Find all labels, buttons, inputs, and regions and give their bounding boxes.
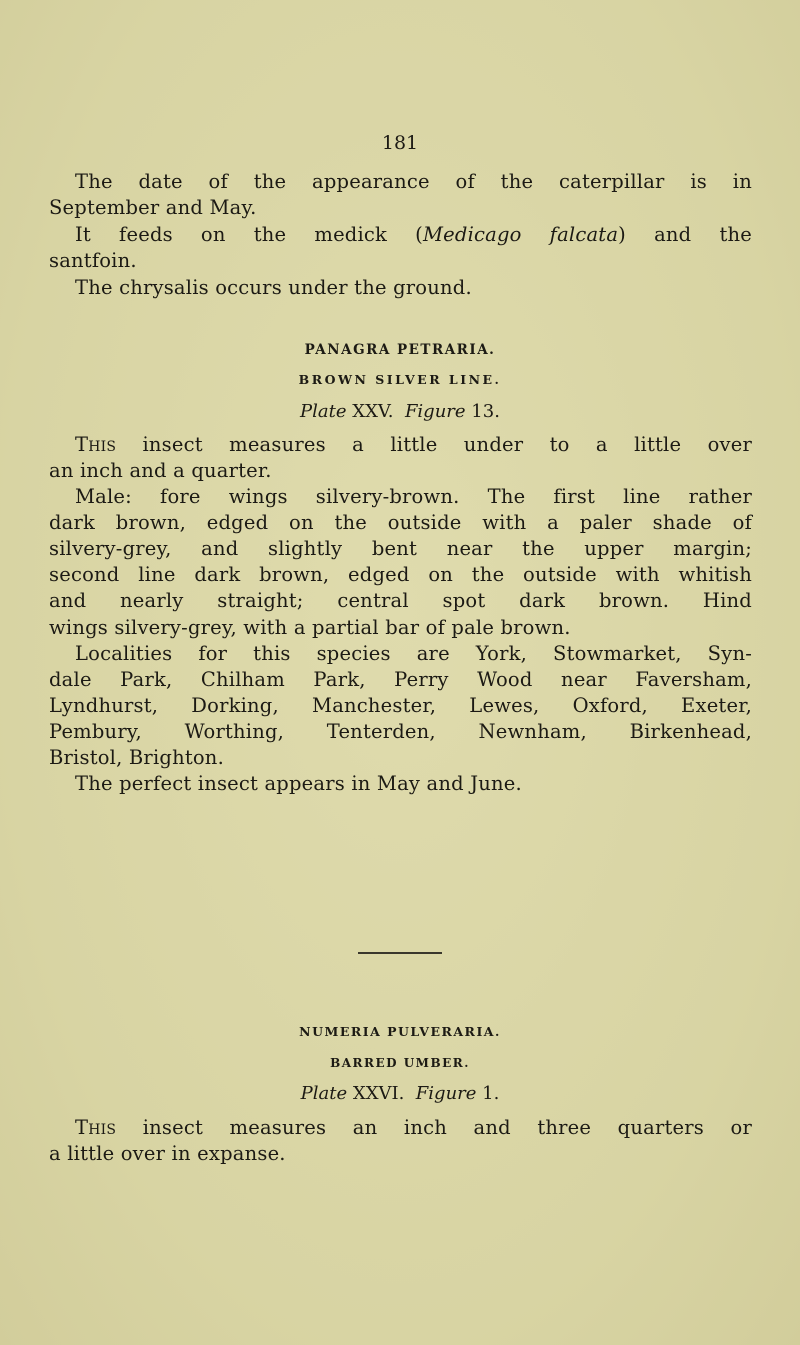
species-name: Medicago falcata — [422, 223, 619, 246]
figure-label: Figure — [415, 1083, 477, 1104]
text-line — [75, 1115, 752, 1141]
text-line — [75, 432, 752, 458]
plate-label: Plate — [300, 401, 347, 422]
text-line: dale Park, Chilham Park, Perry Wood near Faversham, — [49, 668, 752, 691]
text-line: and nearly straight; central spot dark brown. Hind — [49, 589, 752, 612]
section-divider — [358, 952, 442, 954]
lead-word: This — [75, 1116, 117, 1139]
text-line: a little over in expanse. — [49, 1142, 286, 1165]
text-line: The chrysalis occurs under the ground. — [75, 276, 472, 299]
plate-number: XXVI. — [352, 1083, 405, 1104]
section-latin-name: PANAGRA PETRARIA. — [304, 342, 496, 358]
plate-reference — [0, 400, 800, 424]
text: ) and the — [618, 223, 752, 246]
lead-word: This — [75, 433, 117, 456]
plate-label: Plate — [300, 1083, 348, 1104]
text-line: The date of the appearance of the caterpillar is in — [75, 170, 752, 193]
text: It feeds on the medick ( — [75, 223, 423, 246]
plate-reference — [0, 1082, 800, 1106]
page-number: 181 — [381, 132, 419, 154]
text-line: The perfect insect appears in May and June. — [75, 772, 522, 795]
text: insect measures an inch and three quarters or — [116, 1116, 752, 1139]
text-line: wings silvery-grey, with a partial bar of pale brown. — [49, 616, 571, 639]
text-line: Localities for this species are York, Stowmarket, Syn- — [75, 642, 752, 665]
section-latin-name: NUMERIA PULVERARIA. — [299, 1024, 501, 1039]
text: insect measures a little under to a little over — [116, 433, 752, 456]
text-line: an inch and a quarter. — [49, 459, 272, 482]
figure-number: 1. — [482, 1083, 500, 1104]
text-line: Lyndhurst, Dorking, Manchester, Lewes, Oxford, Exeter, — [49, 694, 752, 717]
text-line: Pembury, Worthing, Tenterden, Newnham, Birkenhead, — [49, 720, 752, 743]
plate-number: XXV. — [352, 401, 394, 422]
text-line: dark brown, edged on the outside with a paler shade of — [49, 511, 752, 534]
text-line: santfoin. — [49, 249, 137, 272]
text-line: second line dark brown, edged on the outside with whitish — [49, 563, 752, 586]
section-common-name: BARRED UMBER. — [330, 1056, 470, 1070]
text-line: Bristol, Brighton. — [49, 746, 224, 769]
text-line — [75, 222, 752, 248]
text-line: Male: fore wings silvery-brown. The first line rather — [75, 485, 752, 508]
figure-label: Figure — [404, 401, 466, 422]
section-common-name: BROWN SILVER LINE. — [298, 372, 502, 387]
figure-number: 13. — [471, 401, 500, 422]
text-line: September and May. — [49, 196, 257, 219]
text-line: silvery-grey, and slightly bent near the upper margin; — [49, 537, 752, 560]
